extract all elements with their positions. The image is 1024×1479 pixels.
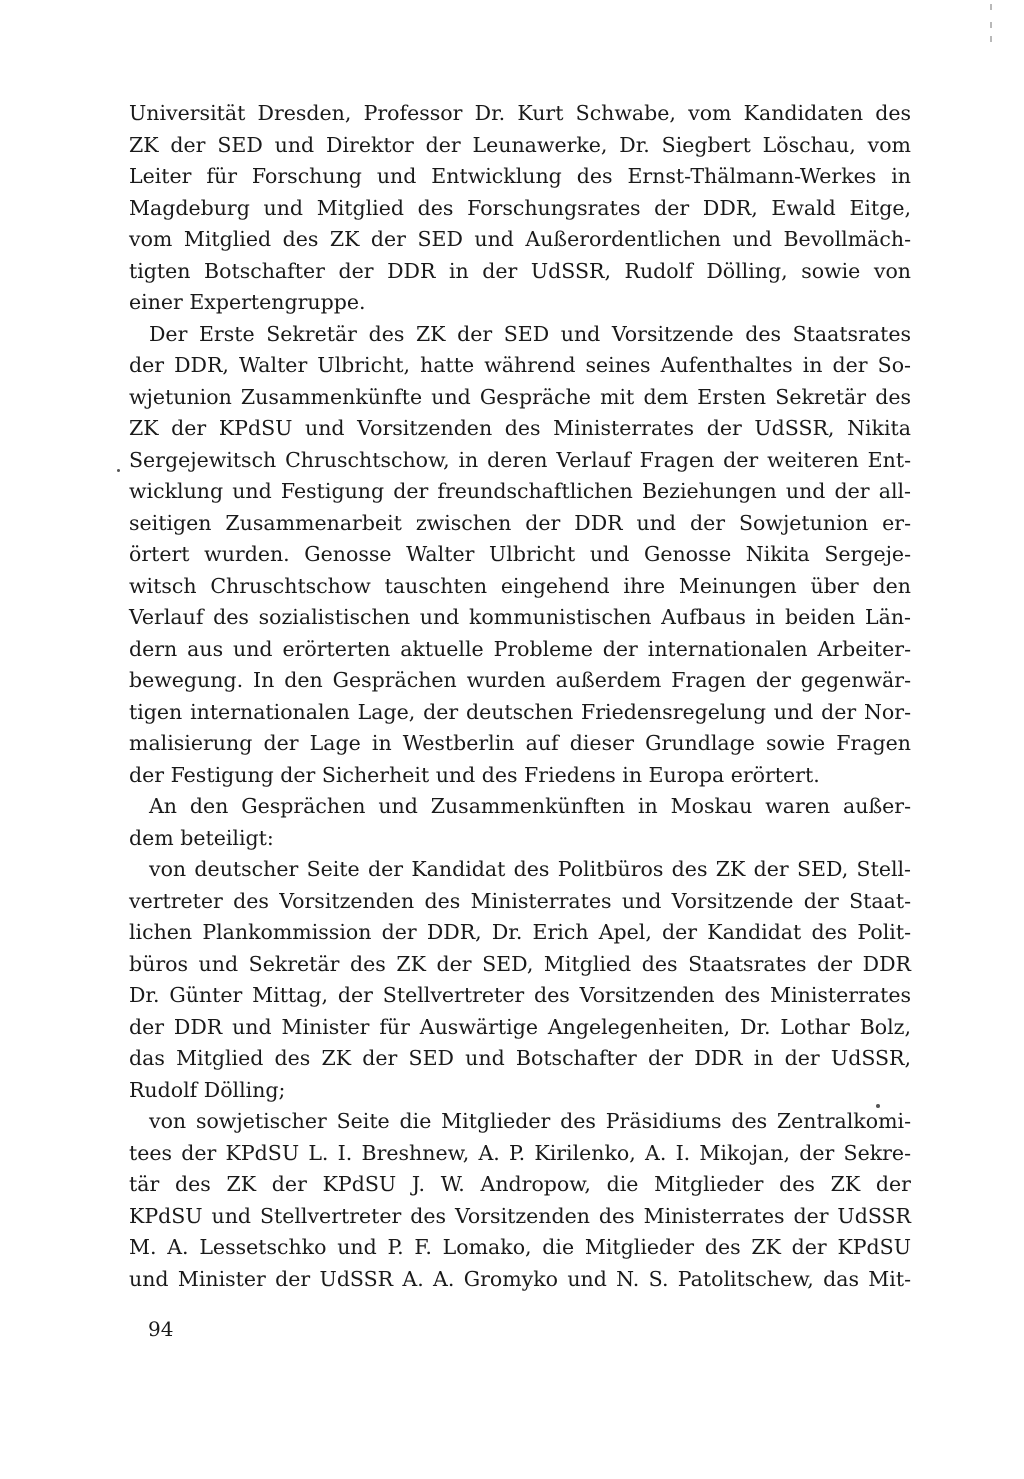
text-line: ZK der SED und Direktor der Leunawerke, Dr. Siegbert Löschau, vom xyxy=(129,132,911,157)
paragraph xyxy=(129,854,911,1106)
scan-edge-mark xyxy=(990,36,992,42)
page-number: 94 xyxy=(148,1317,174,1341)
text-line: witsch Chruschtschow tauschten eingehend ihre Meinungen über den xyxy=(129,573,911,598)
text-line: der Festigung der Sicherheit und des Friedens in Europa erörtert. xyxy=(129,762,820,787)
text-line: tees der KPdSU L. I. Breshnew, A. P. Kirilenko, A. I. Mikojan, der Sekre- xyxy=(129,1140,911,1165)
text-line: malisierung der Lage in Westberlin auf dieser Grundlage sowie Fragen xyxy=(129,731,911,755)
text-line: tigten Botschafter der DDR in der UdSSR, Rudolf Dölling, sowie von xyxy=(129,258,911,283)
paragraph xyxy=(129,791,911,854)
paragraph xyxy=(129,98,911,319)
text-line: und Minister der UdSSR A. A. Gromyko und N. S. Patolitschew, das Mit- xyxy=(129,1266,911,1291)
text-line: einer Expertengruppe. xyxy=(129,290,366,314)
text-line: örtert wurden. Genosse Walter Ulbricht und Genosse Nikita Sergeje- xyxy=(129,542,911,566)
text-line: Leiter für Forschung und Entwicklung des Ernst-Thälmann-Werkes in xyxy=(129,164,911,188)
text-line: tär des ZK der KPdSU J. W. Andropow, die Mitglieder des ZK der xyxy=(129,1172,911,1196)
text-line: vertreter des Vorsitzenden des Ministerrates und Vorsitzende der Staat- xyxy=(129,888,911,913)
text-line: vom Mitglied des ZK der SED und Außerordentlichen und Bevollmäch- xyxy=(129,227,911,251)
body-text xyxy=(129,98,911,1295)
text-line: dern aus und erörterten aktuelle Probleme der internationalen Arbeiter- xyxy=(129,636,911,661)
text-line: wicklung und Festigung der freundschaftlichen Beziehungen und der all- xyxy=(129,479,911,503)
paragraph xyxy=(129,319,911,792)
scan-edge-mark xyxy=(990,22,992,28)
text-line: Der Erste Sekretär des ZK der SED und Vorsitzende des Staatsrates xyxy=(149,321,911,346)
text-line: von deutscher Seite der Kandidat des Politbüros des ZK der SED, Stell- xyxy=(149,857,911,881)
text-line: der DDR, Walter Ulbricht, hatte während seines Aufenthaltes in der So- xyxy=(129,353,911,377)
text-line: M. A. Lessetschko und P. F. Lomako, die Mitglieder des ZK der KPdSU xyxy=(129,1235,911,1259)
text-line: Sergejewitsch Chruschtschow, in deren Verlauf Fragen der weiteren Ent- xyxy=(129,447,911,472)
text-line: Universität Dresden, Professor Dr. Kurt Schwabe, vom Kandidaten des xyxy=(129,101,911,125)
text-line: An den Gesprächen und Zusammenkünften in Moskau waren außer- xyxy=(149,794,911,818)
text-line: der DDR und Minister für Auswärtige Angelegenheiten, Dr. Lothar Bolz, xyxy=(129,1014,911,1039)
text-line: dem beteiligt: xyxy=(129,825,274,850)
text-line: büros und Sekretär des ZK der SED, Mitglied des Staatsrates der DDR xyxy=(129,951,911,976)
text-line: von sowjetischer Seite die Mitglieder des Präsidiums des Zentralkomi- xyxy=(149,1109,911,1133)
text-line: Verlauf des sozialistischen und kommunistischen Aufbaus in beiden Län- xyxy=(129,605,911,629)
paragraph xyxy=(129,1106,911,1295)
text-line: das Mitglied des ZK der SED und Botschafter der DDR in der UdSSR, xyxy=(129,1046,911,1070)
text-line: Magdeburg und Mitglied des Forschungsrates der DDR, Ewald Eitge, xyxy=(129,195,911,220)
scan-edge-mark xyxy=(990,4,992,10)
text-line: tigen internationalen Lage, der deutschen Friedensregelung und der Nor- xyxy=(129,699,911,724)
text-line: lichen Plankommission der DDR, Dr. Erich Apel, der Kandidat des Polit- xyxy=(129,920,911,944)
text-line: Rudolf Dölling; xyxy=(129,1077,286,1102)
text-line: seitigen Zusammenarbeit zwischen der DDR und der Sowjetunion er- xyxy=(129,510,911,535)
text-line: wjetunion Zusammenkünfte und Gespräche mit dem Ersten Sekretär des xyxy=(129,384,911,409)
text-line: KPdSU und Stellvertreter des Vorsitzenden des Ministerrates der UdSSR xyxy=(129,1203,911,1228)
scan-speck xyxy=(117,469,120,472)
text-line: Dr. Günter Mittag, der Stellvertreter des Vorsitzenden des Ministerrates xyxy=(129,983,911,1007)
text-line: bewegung. In den Gesprächen wurden außerdem Fragen der gegenwär- xyxy=(129,668,911,692)
text-line: ZK der KPdSU und Vorsitzenden des Ministerrates der UdSSR, Nikita xyxy=(129,416,911,440)
